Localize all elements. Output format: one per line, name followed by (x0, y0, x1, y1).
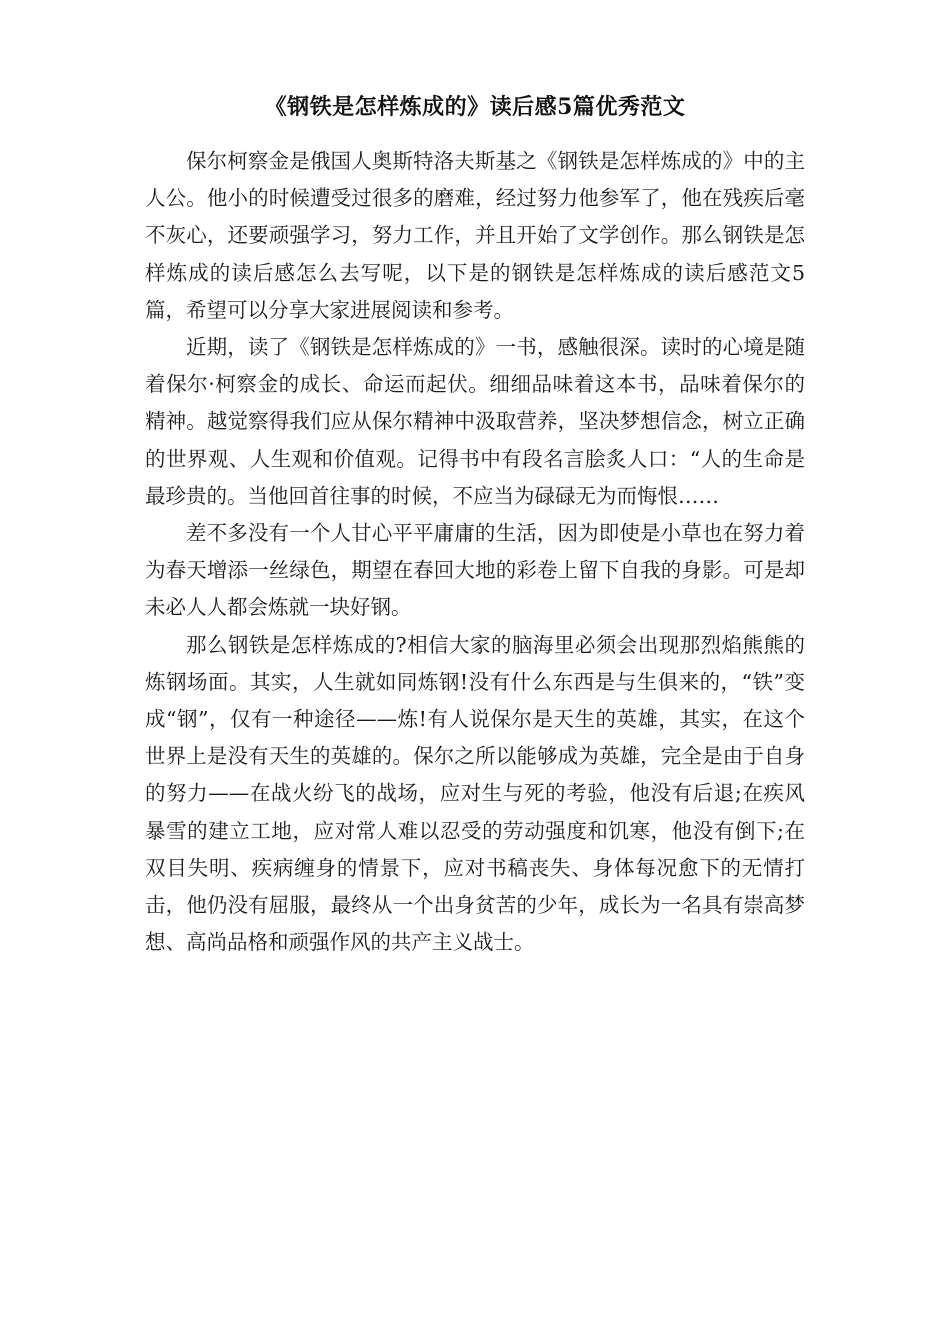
document-title: 《钢铁是怎样炼成的》读后感5篇优秀范文 (264, 94, 686, 120)
paragraph-4: 那么钢铁是怎样炼成的?相信大家的脑海里必须会出现那烈焰熊熊的炼钢场面。其实，人生就如同炼钢!没有什么东西是与生俱来的，“铁”变成“钢”，仅有一种途径——炼!有人说保尔是天生的英雄，其实，在这个世界上是没有天生的英雄的。保尔之所以能够成为英雄，完全是由于自身的努力——在战火纷飞的战场，应对生与死的考验，他没有后退;在疾风暴雪的建立工地，应对常人难以忍受的劳动强度和饥寒，他没有倒下;在双目失明、疾病缠身的情景下，应对书稿丧失、身体每况愈下的无情打击，他仍没有屈服，最终从一个出身贫苦的少年，成长为一名具有崇高梦想、高尚品格和顽强作风的共产主义战士。 (145, 632, 805, 955)
document-body (145, 143, 805, 961)
paragraph-2: 近期，读了《钢铁是怎样炼成的》一书，感触很深。读时的心境是随着保尔·柯察金的成长、命运而起伏。细细品味着这本书，品味着保尔的精神。越觉察得我们应从保尔精神中汲取营养，坚决梦想信念，树立正确的世界观、人生观和价值观。记得书中有段名言脍炙人口：“人的生命是最珍贵的。当他回首往事的时候，不应当为碌碌无为而悔恨…… (145, 335, 805, 508)
paragraph-1: 保尔柯察金是俄国人奥斯特洛夫斯基之《钢铁是怎样炼成的》中的主人公。他小的时候遭受过很多的磨难，经过努力他参军了，他在残疾后毫不灰心，还要顽强学习，努力工作，并且开始了文学创作。那么钢铁是怎样炼成的读后感怎么去写呢，以下是的钢铁是怎样炼成的读后感范文5篇，希望可以分享大家进展阅读和参考。 (145, 149, 805, 322)
paragraph-3: 差不多没有一个人甘心平平庸庸的生活，因为即使是小草也在努力着为春天增添一丝绿色，期望在春回大地的彩卷上留下自我的身影。可是却未必人人都会炼就一块好钢。 (145, 521, 805, 620)
